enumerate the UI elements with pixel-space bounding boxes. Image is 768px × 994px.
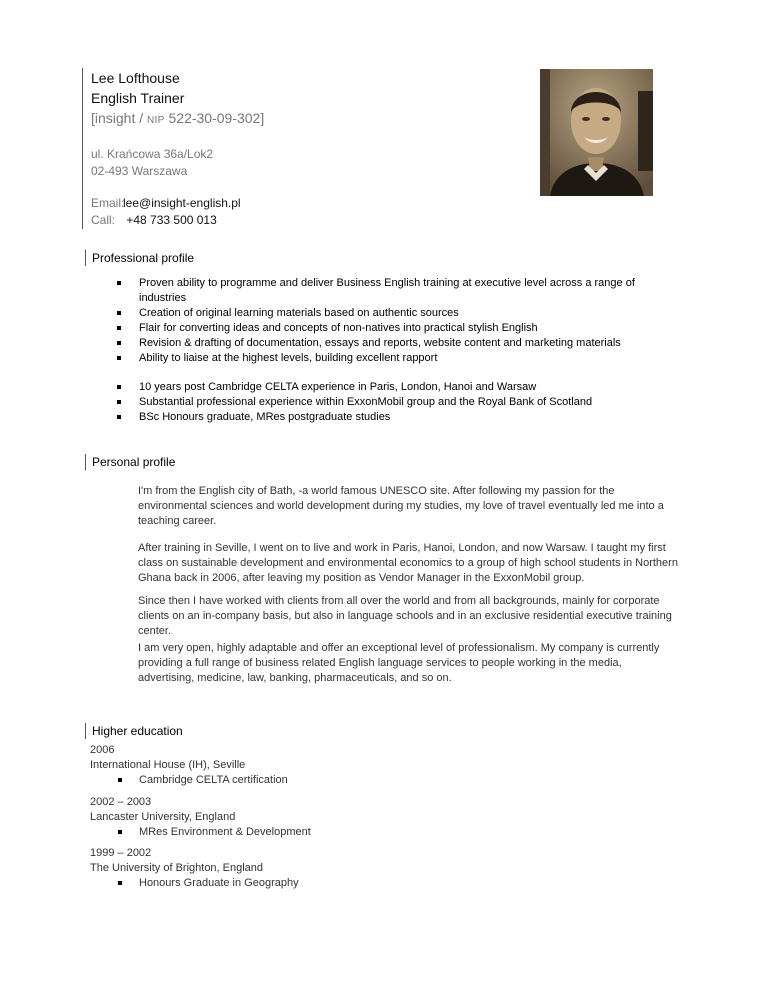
education-years: 1999 – 2002 (90, 847, 152, 859)
personal-paragraph-1: I'm from the English city of Bath, -a world famous UNESCO site. After following my passion for the environmental sciences and world development during my studies, my love of travel eventually led me into a teaching career. (138, 485, 664, 527)
personal-paragraph-3: Since then I have worked with clients from all over the world and from all backgrounds, mainly for corporate clients on an in-company basis, but also in language schools and in an exclusive residential executive training center. (138, 595, 672, 637)
email-link[interactable]: lee@insight-english.pl (123, 196, 241, 210)
contact-header (82, 68, 264, 229)
section-title-higher-education: Higher education (85, 723, 183, 739)
education-years: 2002 – 2003 (90, 796, 152, 808)
education-qualification: Honours Graduate in Geography (90, 876, 299, 891)
section-title-personal-profile: Personal profile (85, 454, 175, 470)
portrait-image (540, 69, 653, 196)
list-item: Creation of original learning materials based on authentic sources (115, 306, 655, 321)
education-entry (90, 743, 288, 788)
list-item: Revision & drafting of documentation, essays and reports, website content and marketing materials (115, 336, 655, 351)
education-institution: Lancaster University, England (90, 811, 236, 823)
profile-photo (540, 69, 653, 196)
education-qualification: MRes Environment & Development (90, 825, 311, 840)
person-name: Lee Lofthouse (91, 70, 180, 86)
list-item: Ability to liaise at the highest levels, building excellent rapport (115, 351, 655, 366)
address (91, 146, 264, 180)
address-line-2: 02-493 Warszawa (91, 164, 188, 178)
call-label: Call: (91, 213, 116, 227)
company-nip (91, 108, 264, 131)
list-item: Substantial professional experience within ExxonMobil group and the Royal Bank of Scotland (115, 395, 655, 410)
education-institution: The University of Brighton, England (90, 862, 264, 874)
phone-number[interactable]: +48 733 500 013 (126, 213, 217, 227)
job-title: English Trainer (91, 90, 185, 106)
section-title-professional-profile: Professional profile (85, 250, 194, 266)
personal-paragraph-4: I am very open, highly adaptable and offer an exceptional level of professionalism. My company is currently providing a full range of business related English language services to people working in the media, advertising, medicine, law, banking, pharmaceuticals, and so on. (138, 642, 660, 684)
address-line-1: ul. Krańcowa 36a/Lok2 (91, 147, 214, 161)
personal-paragraph-2: After training in Seville, I went on to live and work in Paris, Hanoi, London, and now Warsaw. I taught my first class on sustainable development and environmental economics to a group of high school students in Northern Ghana back in 2006, after leaving my position as Vendor Manager in the ExxonMobil group. (138, 542, 678, 584)
list-item: Proven ability to programme and deliver Business English training at executive level across a range of industries (115, 276, 655, 306)
list-item: Flair for converting ideas and concepts of non-natives into practical stylish English (115, 321, 655, 336)
professional-skills-list (115, 276, 655, 366)
professional-experience-list (115, 380, 655, 425)
education-entry (90, 795, 311, 840)
nip-label: NIP (147, 115, 165, 126)
list-item: 10 years post Cambridge CELTA experience in Paris, London, Hanoi and Warsaw (115, 380, 655, 395)
insight-prefix: [insight / (91, 110, 144, 126)
education-institution: International House (IH), Seville (90, 759, 246, 771)
contact-details (91, 195, 264, 229)
nip-value: 522-30-09-302] (168, 110, 265, 126)
email-label: Email: (91, 196, 125, 210)
education-years: 2006 (90, 744, 115, 756)
education-entry (90, 846, 299, 891)
education-qualification: Cambridge CELTA certification (90, 773, 288, 788)
list-item: BSc Honours graduate, MRes postgraduate studies (115, 410, 655, 425)
